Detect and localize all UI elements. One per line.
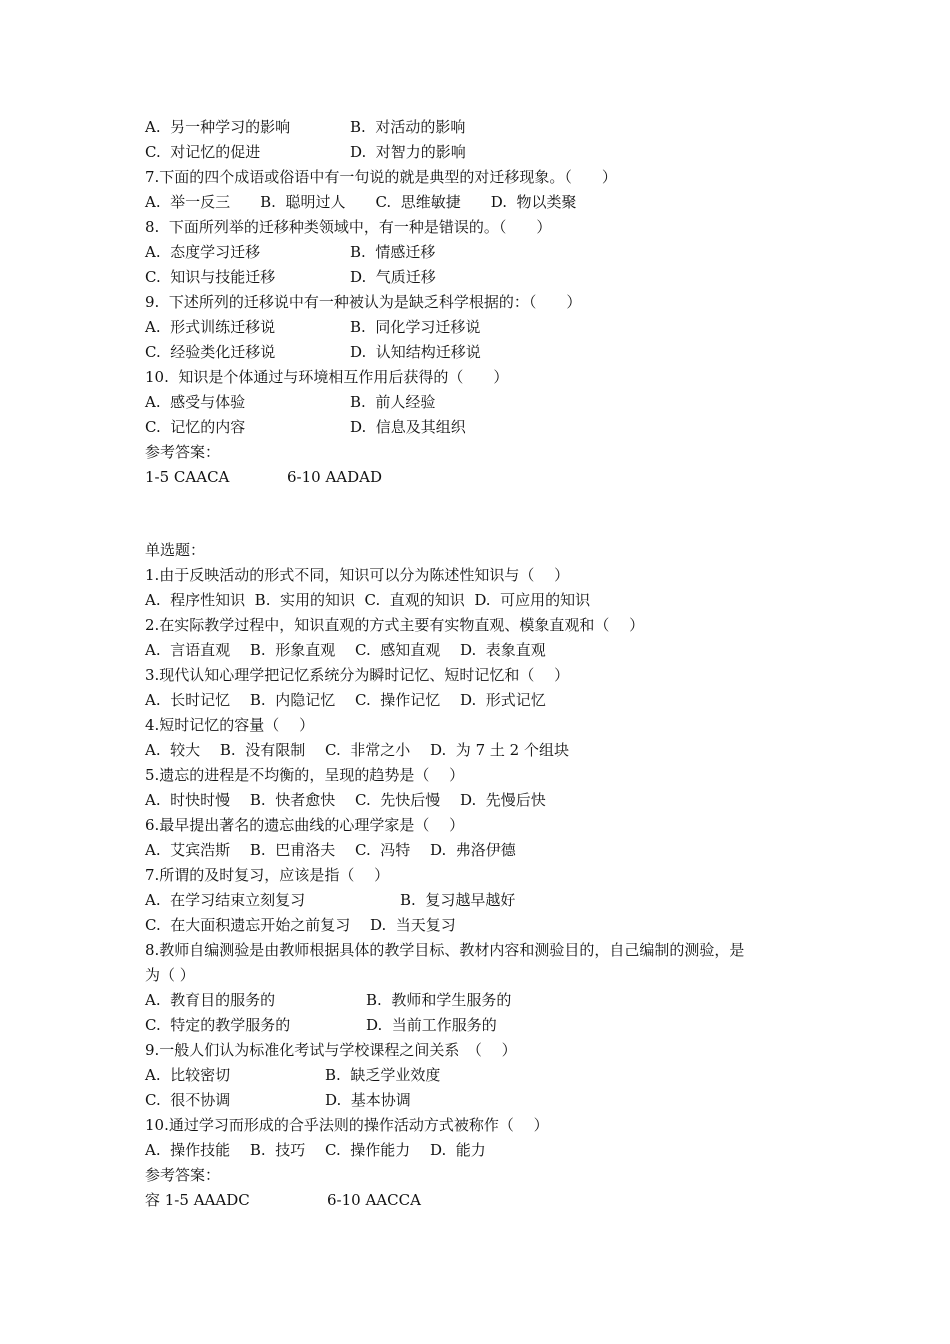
option-line: A. 态度学习迁移 B. 情感迁移 xyxy=(145,243,436,261)
question-line: 9. 下述所列的迁移说中有一种被认为是缺乏科学根据的：（ ） xyxy=(145,293,582,311)
question-line: 10.通过学习而形成的合乎法则的操作活动方式被称作（ ） xyxy=(145,1116,549,1134)
option-line xyxy=(145,117,466,137)
option-line: A. 举一反三 B. 聪明过人 C. 思维敏捷 D. 物以类聚 xyxy=(145,193,577,211)
question-line-continued: 为（ ） xyxy=(145,966,195,984)
answer-heading: 参考答案： xyxy=(145,1166,221,1184)
option-line: A. 艾宾浩斯 B. 巴甫洛夫 C. 冯特 D. 弗洛伊德 xyxy=(145,841,516,859)
question-line: 3.现代认知心理学把记忆系统分为瞬时记忆、短时记忆和（ ） xyxy=(145,666,570,684)
option-line: C. 在大面积遗忘开始之前复习 D. 当天复习 xyxy=(145,916,456,934)
option-line: A. 长时记忆 B. 内隐记忆 C. 操作记忆 D. 形式记忆 xyxy=(145,691,546,709)
question-line: 4.短时记忆的容量（ ） xyxy=(145,716,315,734)
option-line: A. 教育目的服务的 B. 教师和学生服务的 xyxy=(145,991,512,1009)
option-line: C. 特定的教学服务的 D. 当前工作服务的 xyxy=(145,1016,497,1034)
answer-line: 1-5 CAACA 6-10 AADAD xyxy=(145,468,383,486)
option-line: A. 程序性知识 B. 实用的知识 C. 直观的知识 D. 可应用的知识 xyxy=(145,591,591,609)
question-line: 8.教师自编测验是由教师根据具体的教学目标、教材内容和测验目的，自己编制的测验，是 xyxy=(145,941,745,959)
option-text: C. 对记忆的促进 xyxy=(145,143,261,161)
option-line: A. 在学习结束立刻复习 B. 复习越早越好 xyxy=(145,891,516,909)
option-line: A. 言语直观 B. 形象直观 C. 感知直观 D. 表象直观 xyxy=(145,641,546,659)
option-text: B. 对活动的影响 xyxy=(350,118,466,136)
question-line: 7.所谓的及时复习，应该是指（ ） xyxy=(145,866,390,884)
option-line: A. 比较密切 B. 缺乏学业效度 xyxy=(145,1066,441,1084)
option-line: C. 很不协调 D. 基本协调 xyxy=(145,1091,411,1109)
option-line: A. 时快时慢 B. 快者愈快 C. 先快后慢 D. 先慢后快 xyxy=(145,791,546,809)
question-line: 6.最早提出著名的遗忘曲线的心理学家是（ ） xyxy=(145,816,465,834)
option-line xyxy=(145,142,466,162)
section-heading: 单选题： xyxy=(145,541,206,559)
option-line: C. 经验类化迁移说 D. 认知结构迁移说 xyxy=(145,343,481,361)
option-line: A. 形式训练迁移说 B. 同化学习迁移说 xyxy=(145,318,481,336)
option-line: C. 记忆的内容 D. 信息及其组织 xyxy=(145,418,466,436)
option-line: A. 较大 B. 没有限制 C. 非常之小 D. 为 7 土 2 个组块 xyxy=(145,741,569,759)
question-line: 8. 下面所列举的迁移种类领域中，有一种是错误的。（ ） xyxy=(145,218,552,236)
question-line: 7.下面的四个成语或俗语中有一句说的就是典型的对迁移现象。（ ） xyxy=(145,168,617,186)
question-line: 10. 知识是个体通过与环境相互作用后获得的（ ） xyxy=(145,368,509,386)
question-line: 9.一般人们认为标准化考试与学校课程之间关系 （ ） xyxy=(145,1041,517,1059)
question-line: 1.由于反映活动的形式不同，知识可以分为陈述性知识与（ ） xyxy=(145,566,570,584)
answer-heading: 参考答案： xyxy=(145,443,221,461)
question-line: 5.遗忘的进程是不均衡的，呈现的趋势是（ ） xyxy=(145,766,465,784)
option-line: A. 操作技能 B. 技巧 C. 操作能力 D. 能力 xyxy=(145,1141,486,1159)
option-text: A. 另一种学习的影响 xyxy=(145,118,291,136)
option-line: C. 知识与技能迁移 D. 气质迁移 xyxy=(145,268,436,286)
answer-line: 容 1-5 AAADC 6-10 AACCA xyxy=(145,1191,421,1209)
question-line: 2.在实际教学过程中，知识直观的方式主要有实物直观、模象直观和（ ） xyxy=(145,616,645,634)
option-text: D. 对智力的影响 xyxy=(350,143,466,161)
option-line: A. 感受与体验 B. 前人经验 xyxy=(145,393,436,411)
